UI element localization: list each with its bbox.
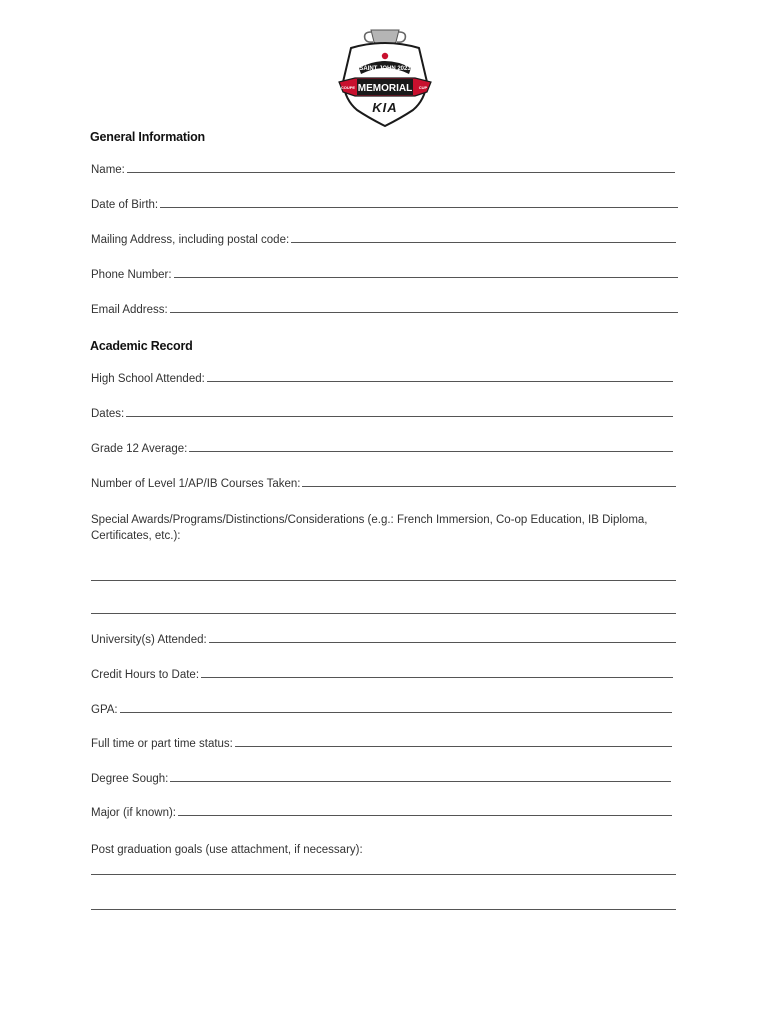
dates-line[interactable]: [126, 415, 673, 417]
credit-hours-label: Credit Hours to Date:: [91, 669, 200, 681]
phone-label: Phone Number:: [91, 269, 172, 281]
grade12-line[interactable]: [189, 450, 673, 452]
dates-label: Dates:: [91, 408, 125, 420]
svg-text:SAINT JOHN 2023: SAINT JOHN 2023: [359, 66, 411, 72]
phone-line[interactable]: [174, 276, 678, 278]
name-label: Name:: [91, 164, 125, 176]
status-line[interactable]: [235, 745, 672, 747]
post-grad-line-1[interactable]: [91, 874, 676, 875]
maple-leaf-icon: [382, 53, 388, 59]
status-label: Full time or part time status:: [91, 738, 233, 750]
major-field[interactable]: [91, 807, 672, 819]
special-awards-line-1[interactable]: [91, 580, 676, 581]
special-awards-label: Special Awards/Programs/Distinctions/Considerations (e.g.: French Immersion, Co-op Education, IB Diploma, Certificates, etc.):: [91, 514, 648, 542]
high-school-line[interactable]: [207, 380, 673, 382]
svg-text:COUPE: COUPE: [340, 85, 356, 90]
email-field[interactable]: [91, 304, 678, 316]
mailing-address-label: Mailing Address, including postal code:: [91, 234, 290, 246]
dob-field[interactable]: [91, 199, 678, 211]
svg-text:CUP: CUP: [418, 85, 428, 90]
grade12-field[interactable]: [91, 443, 673, 455]
email-line[interactable]: [170, 311, 678, 313]
name-line[interactable]: [127, 171, 675, 173]
degree-field[interactable]: [91, 773, 671, 785]
major-line[interactable]: [178, 814, 672, 816]
status-field[interactable]: [91, 738, 672, 750]
dob-label: Date of Birth:: [91, 199, 159, 211]
university-field[interactable]: [91, 634, 676, 646]
phone-field[interactable]: [91, 269, 678, 281]
section-heading-academic: Academic Record: [90, 339, 193, 353]
mailing-address-field[interactable]: [91, 234, 676, 246]
section-heading-general: General Information: [90, 130, 205, 144]
major-label: Major (if known):: [91, 807, 176, 819]
svg-text:MEMORIAL: MEMORIAL: [357, 83, 413, 94]
dob-line[interactable]: [160, 206, 678, 208]
gpa-label: GPA:: [91, 704, 118, 716]
degree-label: Degree Sough:: [91, 773, 169, 785]
high-school-label: High School Attended:: [91, 373, 205, 385]
dates-field[interactable]: [91, 408, 673, 420]
level1-courses-field[interactable]: [91, 478, 676, 490]
level1-courses-label: Number of Level 1/AP/IB Courses Taken:: [91, 478, 301, 490]
memorial-cup-logo: [335, 26, 435, 130]
post-grad-label: Post graduation goals (use attachment, if necessary):: [91, 844, 363, 856]
email-label: Email Address:: [91, 304, 168, 316]
degree-line[interactable]: [170, 780, 671, 782]
name-field[interactable]: [91, 164, 675, 176]
special-awards-line-2[interactable]: [91, 613, 676, 614]
university-line[interactable]: [209, 641, 676, 643]
high-school-field[interactable]: [91, 373, 673, 385]
credit-hours-field[interactable]: [91, 669, 673, 681]
gpa-line[interactable]: [120, 711, 672, 713]
credit-hours-line[interactable]: [201, 676, 673, 678]
svg-text:KIA: KIA: [372, 100, 398, 115]
mailing-address-line[interactable]: [291, 241, 676, 243]
gpa-field[interactable]: [91, 704, 672, 716]
grade12-label: Grade 12 Average:: [91, 443, 188, 455]
level1-courses-line[interactable]: [302, 485, 676, 487]
post-grad-line-2[interactable]: [91, 909, 676, 910]
university-label: University(s) Attended:: [91, 634, 207, 646]
